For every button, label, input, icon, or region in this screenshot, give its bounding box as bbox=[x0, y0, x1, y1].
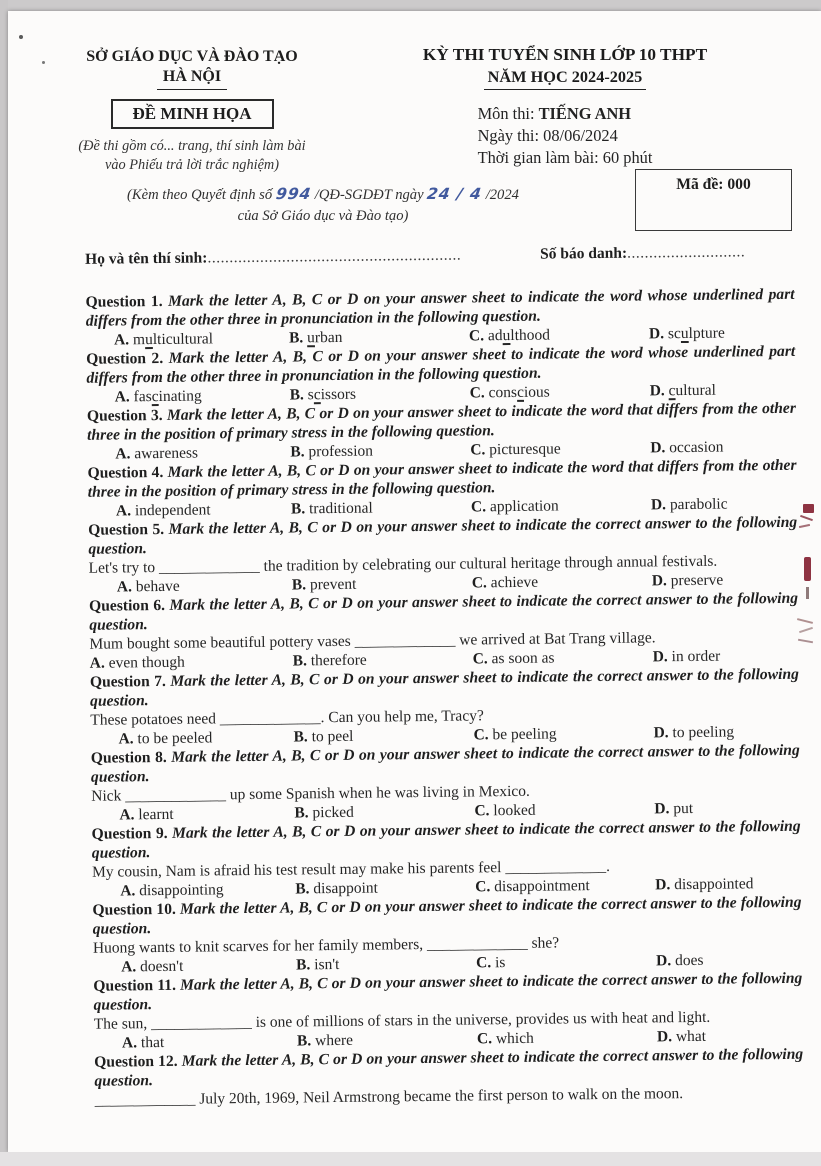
option-C: C. which bbox=[476, 1029, 534, 1048]
question-stem: Mark the letter A, B, C or D on your answer sheet to indicate the correct answer to the following question. bbox=[90, 741, 800, 786]
option-B: B. urban bbox=[288, 328, 343, 347]
option-D: D. parabolic bbox=[650, 495, 728, 514]
question-number: Question 4. bbox=[87, 463, 164, 482]
question-block bbox=[87, 456, 797, 521]
question-stem: Mark the letter A, B, C or D on your answer sheet to indicate the correct answer to the following question. bbox=[89, 589, 799, 634]
option-C: C. achieve bbox=[471, 573, 539, 592]
exam-date: Ngày thi: 08/06/2024 bbox=[477, 125, 618, 145]
exam-year-wrap bbox=[355, 67, 775, 90]
option-B: B. isn't bbox=[296, 955, 340, 974]
scan-speck bbox=[19, 35, 23, 39]
question-block bbox=[88, 513, 798, 597]
option-D: D. put bbox=[654, 799, 694, 818]
option-A: A. multicultural bbox=[113, 330, 214, 349]
handwritten-decision-number: 994 bbox=[274, 185, 313, 203]
option-C: C. application bbox=[470, 497, 559, 516]
option-A: A. fascinating bbox=[114, 387, 202, 406]
question-sentence: My cousin, Nam is afraid his test result may make his parents feel _____________. bbox=[91, 857, 610, 881]
option-C: C. picturesque bbox=[470, 440, 561, 459]
scan-artifact-red bbox=[803, 504, 814, 513]
question-sentence: Let's try to _____________ the tradition by celebrating our cultural heritage through annual festivals. bbox=[88, 552, 718, 577]
option-B: B. to peel bbox=[293, 727, 354, 746]
option-B: B. scissors bbox=[289, 385, 357, 404]
decision-text1: (Kèm theo Quyết định số bbox=[127, 187, 276, 203]
question-number: Question 10. bbox=[92, 900, 176, 919]
question-stem: Mark the letter A, B, C or D on your answer sheet to indicate the correct answer to the following question. bbox=[92, 893, 802, 938]
exam-notes bbox=[52, 137, 332, 174]
option-B: B. therefore bbox=[292, 651, 367, 670]
candidate-id-field bbox=[540, 243, 794, 264]
option-A: A. awareness bbox=[115, 444, 199, 463]
question-number: Question 2. bbox=[86, 349, 164, 368]
option-A: A. doesn't bbox=[121, 957, 184, 976]
question-block bbox=[93, 969, 803, 1053]
option-A: A. to be peeled bbox=[118, 729, 213, 748]
subject-line bbox=[478, 103, 653, 125]
question-sentence: Nick _____________ up some Spanish when he was living in Mexico. bbox=[91, 782, 530, 805]
exam-year: NĂM HỌC 2024-2025 bbox=[484, 67, 647, 90]
question-number: Question 12. bbox=[94, 1052, 178, 1071]
question-block bbox=[89, 589, 799, 673]
question-stem: Mark the letter A, B, C or D on your answer sheet to indicate the word that differs from the other three in the position of primary stress in the following question. bbox=[87, 456, 797, 501]
decision-reference bbox=[68, 183, 578, 227]
question-block bbox=[91, 741, 801, 825]
exam-code-label: Mã đề: 000 bbox=[676, 176, 751, 193]
question-block bbox=[94, 1045, 804, 1110]
option-D: D. preserve bbox=[651, 571, 724, 590]
question-block bbox=[85, 285, 795, 350]
question-block bbox=[92, 817, 802, 901]
scan-speck bbox=[42, 61, 45, 64]
option-B: B. traditional bbox=[290, 499, 373, 518]
header-right-block bbox=[355, 45, 775, 169]
department-line2: HÀ NỘI bbox=[157, 67, 227, 90]
option-A: A. behave bbox=[116, 577, 180, 596]
exam-details bbox=[478, 103, 653, 169]
option-B: B. picked bbox=[294, 803, 354, 822]
sheet-body bbox=[8, 242, 821, 1110]
option-B: B. prevent bbox=[291, 575, 357, 594]
question-block bbox=[90, 665, 800, 749]
option-B: B. where bbox=[296, 1031, 354, 1050]
option-C: C. as soon as bbox=[472, 649, 555, 668]
question-block bbox=[87, 399, 797, 464]
question-number: Question 11. bbox=[93, 976, 177, 995]
exam-title: KỲ THI TUYỂN SINH LỚP 10 THPT bbox=[422, 45, 708, 64]
candidate-name-label: Họ và tên thí sinh: bbox=[85, 249, 208, 268]
questions bbox=[85, 285, 803, 1110]
question-stem: Mark the letter A, B, C or D on your answer sheet to indicate the word whose underlined part differs from the other three in pronunciation in the following question. bbox=[85, 285, 795, 330]
scan-background-top bbox=[0, 0, 821, 11]
question-stem: Mark the letter A, B, C or D on your answer sheet to indicate the word that differs from the other three in the position of primary stress in the following question. bbox=[87, 399, 796, 444]
exam-duration: Thời gian làm bài: 60 phút bbox=[477, 147, 653, 167]
header-left-block bbox=[52, 47, 332, 174]
question-sentence: These potatoes need _____________. Can you help me, Tracy? bbox=[90, 707, 484, 729]
question-number: Question 7. bbox=[89, 672, 166, 691]
option-D: D. what bbox=[656, 1027, 707, 1046]
option-C: C. conscious bbox=[469, 383, 550, 402]
exam-type-box: ĐỀ MINH HỌA bbox=[111, 99, 274, 129]
question-block bbox=[92, 893, 802, 977]
question-stem: Mark the letter A, B, C or D on your answer sheet to indicate the correct answer to the following question. bbox=[93, 969, 803, 1014]
question-sentence: Huong wants to knit scarves for her family members, _____________ she? bbox=[92, 934, 560, 957]
option-D: D. does bbox=[656, 951, 704, 970]
candidate-name-field bbox=[85, 246, 540, 269]
question-sentence: The sun, _____________ is one of millions of stars in the universe, provides us with heat and light. bbox=[93, 1008, 711, 1033]
department-line2-wrap bbox=[52, 67, 332, 90]
exam-note-line2: vào Phiếu trả lời trắc nghiệm) bbox=[105, 156, 279, 173]
question-number: Question 6. bbox=[88, 596, 166, 615]
candidate-row bbox=[85, 243, 794, 269]
option-D: D. in order bbox=[652, 647, 721, 666]
subject-label: Môn thi: bbox=[477, 104, 539, 123]
candidate-id-label: Số báo danh: bbox=[539, 244, 628, 263]
department-name bbox=[52, 47, 332, 90]
question-number: Question 8. bbox=[90, 748, 167, 767]
scan-artifact-red bbox=[806, 587, 809, 599]
exam-page bbox=[8, 11, 821, 1152]
option-D: D. cultural bbox=[649, 381, 717, 400]
question-sentence: _____________ July 20th, 1969, Neil Armstrong became the first person to walk on the moon. bbox=[94, 1085, 684, 1109]
decision-line1 bbox=[68, 183, 578, 206]
option-C: C. looked bbox=[474, 801, 536, 820]
exam-code-box bbox=[635, 169, 792, 231]
subject-value: TIẾNG ANH bbox=[538, 104, 632, 123]
option-A: A. independent bbox=[115, 501, 211, 520]
decision-text3: /2024 bbox=[482, 187, 519, 203]
option-A: A. even though bbox=[89, 653, 185, 672]
department-line1: SỞ GIÁO DỤC VÀ ĐÀO TẠO bbox=[86, 48, 298, 65]
option-C: C. is bbox=[476, 954, 506, 972]
question-stem: Mark the letter A, B, C or D on your answer sheet to indicate the correct answer to the following question. bbox=[91, 817, 801, 862]
option-B: B. profession bbox=[290, 442, 374, 461]
option-D: D. to peeling bbox=[653, 723, 735, 742]
question-block bbox=[86, 342, 796, 407]
question-number: Question 3. bbox=[86, 406, 163, 425]
option-C: C. adulthood bbox=[468, 326, 551, 345]
handwritten-decision-date: 24 / 4 bbox=[426, 185, 484, 203]
option-B: B. disappoint bbox=[295, 879, 379, 898]
question-number: Question 5. bbox=[88, 520, 165, 539]
scan-background-left bbox=[0, 0, 8, 1166]
question-stem: Mark the letter A, B, C or D on your answer sheet to indicate the correct answer to the following question. bbox=[88, 513, 798, 558]
candidate-id-blank: ........................... bbox=[626, 243, 746, 262]
option-D: D. sculpture bbox=[648, 324, 725, 343]
option-C: C. disappointment bbox=[475, 877, 590, 896]
question-stem: Mark the letter A, B, C or D on your answer sheet to indicate the word whose underlined part differs from the other three in pronunciation in the following question. bbox=[86, 342, 796, 387]
option-A: A. disappointing bbox=[120, 881, 224, 900]
question-sentence: Mum bought some beautiful pottery vases _____________ we arrived at Bat Trang village. bbox=[89, 629, 656, 653]
option-C: C. be peeling bbox=[473, 725, 557, 744]
decision-line2: của Sở Giáo dục và Đào tạo) bbox=[237, 208, 409, 225]
candidate-name-blank: .......................................................... bbox=[207, 246, 462, 267]
decision-text2: /QĐ-SGDĐT ngày bbox=[311, 187, 428, 203]
option-A: A. learnt bbox=[119, 805, 174, 824]
question-stem: Mark the letter A, B, C or D on your answer sheet to indicate the correct answer to the following question. bbox=[94, 1045, 804, 1090]
scan-background-bottom bbox=[0, 1152, 821, 1166]
option-A: A. that bbox=[121, 1033, 165, 1052]
option-D: D. disappointed bbox=[655, 875, 754, 894]
question-number: Question 9. bbox=[91, 824, 168, 843]
scan-artifact-red bbox=[804, 557, 811, 581]
exam-type-box-wrap bbox=[52, 90, 332, 129]
exam-note-line1: (Đề thi gồm có... trang, thí sinh làm bài bbox=[78, 138, 306, 154]
option-D: D. occasion bbox=[650, 438, 724, 457]
question-stem: Mark the letter A, B, C or D on your answer sheet to indicate the correct answer to the following question. bbox=[90, 665, 799, 710]
question-number: Question 1. bbox=[85, 292, 163, 311]
